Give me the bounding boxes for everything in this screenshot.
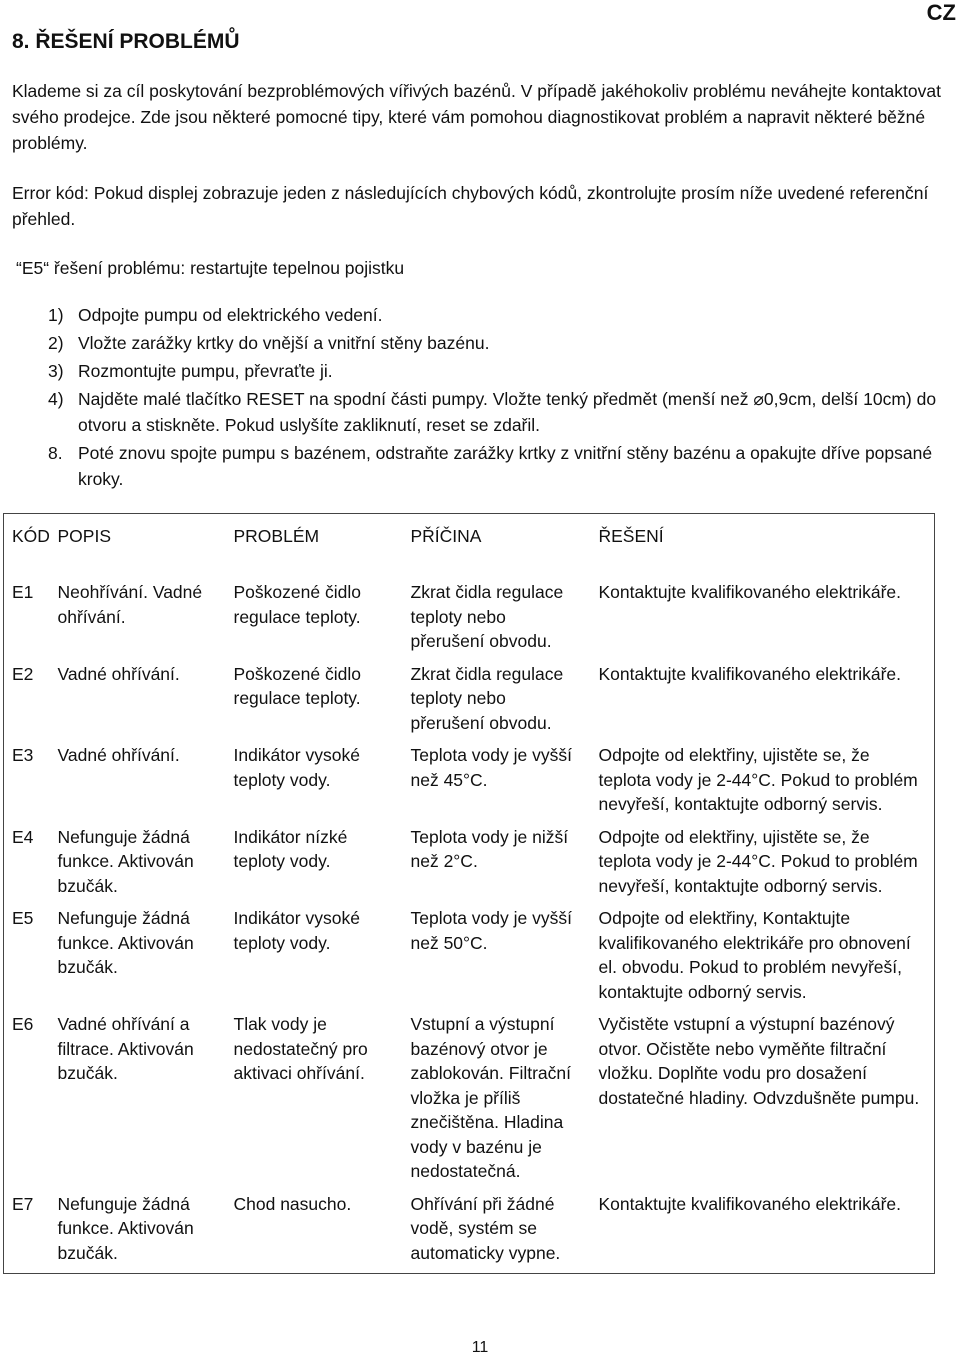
cell-problem: Tlak vody je nedostatečný pro aktivaci ohřívání. — [233, 1014, 368, 1083]
cell-description: Vadné ohřívání. — [57, 745, 180, 765]
cell-cause: Teplota vody je nižší než 2°C. — [410, 826, 569, 871]
cell-cause: Zkrat čidla regulace teploty nebo přerušení obvodu. — [410, 663, 564, 733]
table-row — [4, 1012, 935, 1192]
cell-solution: Kontaktujte kvalifikovaného elektrikáře. — [598, 1193, 902, 1214]
cell-cause: Zkrat čidla regulace teploty nebo přerušení obvodu. — [410, 582, 564, 651]
header-problem: PROBLÉM — [233, 525, 320, 546]
step-text: Rozmontujte pumpu, převraťte ji. — [78, 361, 333, 381]
cell-problem: Poškozené čidlo regulace teploty. — [233, 663, 361, 708]
table-spacer — [4, 558, 935, 580]
cell-description: Neohřívání. Vadné ohřívání. — [57, 582, 203, 627]
error-code-table — [3, 513, 935, 1274]
header-solution: ŘEŠENÍ — [598, 525, 664, 546]
section-title: 8. ŘEŠENÍ PROBLÉMŮ — [12, 30, 240, 53]
table-header-row — [4, 514, 935, 559]
cell-code: E5 — [12, 908, 34, 928]
cell-cause: Vstupní a výstupní bazénový otvor je zablokován. Filtrační vložka je příliš znečištěna. Hladina vody v bazénu je nedostatečná. — [410, 1014, 571, 1181]
cell-description: Vadné ohřívání a filtrace. Aktivován bzučák. — [57, 1014, 194, 1083]
language-label: CZ — [926, 0, 956, 25]
cell-description: Nefunguje žádná funkce. Aktivován bzučák. — [57, 826, 194, 896]
e5-steps-list — [12, 302, 952, 494]
cell-cause: Ohřívání při žádné vodě, systém se automaticky vypne. — [410, 1193, 561, 1263]
cell-problem: Poškozené čidlo regulace teploty. — [233, 582, 361, 627]
cell-solution: Odpojte od elektřiny, ujistěte se, že teplota vody je 2-44°C. Pokud to problém nevyřeší, kontaktujte odborný servis. — [598, 826, 918, 896]
cell-code: E3 — [12, 745, 34, 765]
cell-description: Nefunguje žádná funkce. Aktivován bzučák. — [57, 908, 194, 977]
cell-problem: Indikátor vysoké teploty vody. — [233, 908, 360, 953]
table-row — [4, 743, 935, 825]
cell-code: E2 — [12, 663, 34, 684]
step-item — [12, 330, 952, 356]
step-text: Poté znovu spojte pumpu s bazénem, odstraňte zarážky krtky z vnitřní stěny bazénu a opakujte dříve popsané kroky. — [78, 443, 933, 489]
cell-problem: Indikátor vysoké teploty vody. — [233, 745, 360, 790]
step-number: 4) — [48, 389, 64, 409]
table-row — [4, 580, 935, 662]
step-item — [12, 386, 952, 438]
cell-solution: Vyčistěte vstupní a výstupní bazénový otvor. Očistěte nebo vyměňte filtrační vložku. Doplňte vodu pro dosažení dostatečné hladiny. Odvzdušněte pumpu. — [598, 1014, 920, 1108]
table-row — [4, 662, 935, 744]
cell-cause: Teplota vody je vyšší než 45°C. — [410, 745, 572, 790]
cell-description: Nefunguje žádná funkce. Aktivován bzučák. — [57, 1193, 194, 1263]
cell-code: E1 — [12, 582, 34, 602]
cell-description: Vadné ohřívání. — [57, 663, 180, 684]
step-number: 2) — [48, 333, 64, 353]
intro-paragraph: Klademe si za cíl poskytování bezproblémových vířivých bazénů. V případě jakéhokoliv problému neváhejte kontaktovat svého prodejce. Zde jsou některé pomocné tipy, které vám pomohou diagnostikovat problém a napravit některé běžné problémy. — [12, 81, 941, 153]
cell-solution: Odpojte od elektřiny, ujistěte se, že teplota vody je 2-44°C. Pokud to problém nevyřeší, kontaktujte odborný servis. — [598, 745, 918, 814]
cell-solution: Odpojte od elektřiny, Kontaktujte kvalifikovaného elektrikáře pro obnovení el. obvodu. Pokud to problém nevyřeší, kontaktujte odborný servis. — [598, 908, 911, 1002]
step-number: 3) — [48, 361, 64, 381]
error-code-paragraph: Error kód: Pokud displej zobrazuje jeden z následujících chybových kódů, zkontrolujte prosím níže uvedené referenční přehled. — [12, 183, 929, 229]
page-number: 11 — [471, 1339, 489, 1356]
step-item — [12, 440, 952, 492]
step-text: Najděte malé tlačítko RESET na spodní části pumpy. Vložte tenký předmět (menší než ⌀0,9cm, delší 10cm) do otvoru a stiskněte. Pokud uslyšíte zakliknutí, reset se zdařil. — [78, 389, 937, 435]
e5-heading: “E5“ řešení problému: restartujte tepelnou pojistku — [16, 258, 405, 278]
step-item — [12, 358, 952, 384]
header-description: POPIS — [57, 525, 111, 546]
header-code: KÓD — [12, 525, 50, 546]
cell-code: E7 — [12, 1193, 34, 1214]
cell-code: E6 — [12, 1014, 34, 1034]
step-number: 8. — [48, 443, 63, 463]
table-row — [4, 825, 935, 907]
step-text: Odpojte pumpu od elektrického vedení. — [78, 305, 383, 325]
cell-cause: Teplota vody je vyšší než 50°C. — [410, 908, 572, 953]
cell-solution: Kontaktujte kvalifikovaného elektrikáře. — [598, 582, 902, 602]
step-number: 1) — [48, 305, 64, 325]
cell-problem: Chod nasucho. — [233, 1193, 352, 1214]
cell-problem: Indikátor nízké teploty vody. — [233, 826, 348, 871]
cell-solution: Kontaktujte kvalifikovaného elektrikáře. — [598, 663, 902, 684]
header-cause: PŘÍČINA — [410, 525, 482, 546]
table-row — [4, 906, 935, 1012]
step-text: Vložte zarážky krtky do vnější a vnitřní stěny bazénu. — [78, 333, 490, 353]
table-row — [4, 1192, 935, 1274]
cell-code: E4 — [12, 826, 34, 847]
step-item — [12, 302, 952, 328]
